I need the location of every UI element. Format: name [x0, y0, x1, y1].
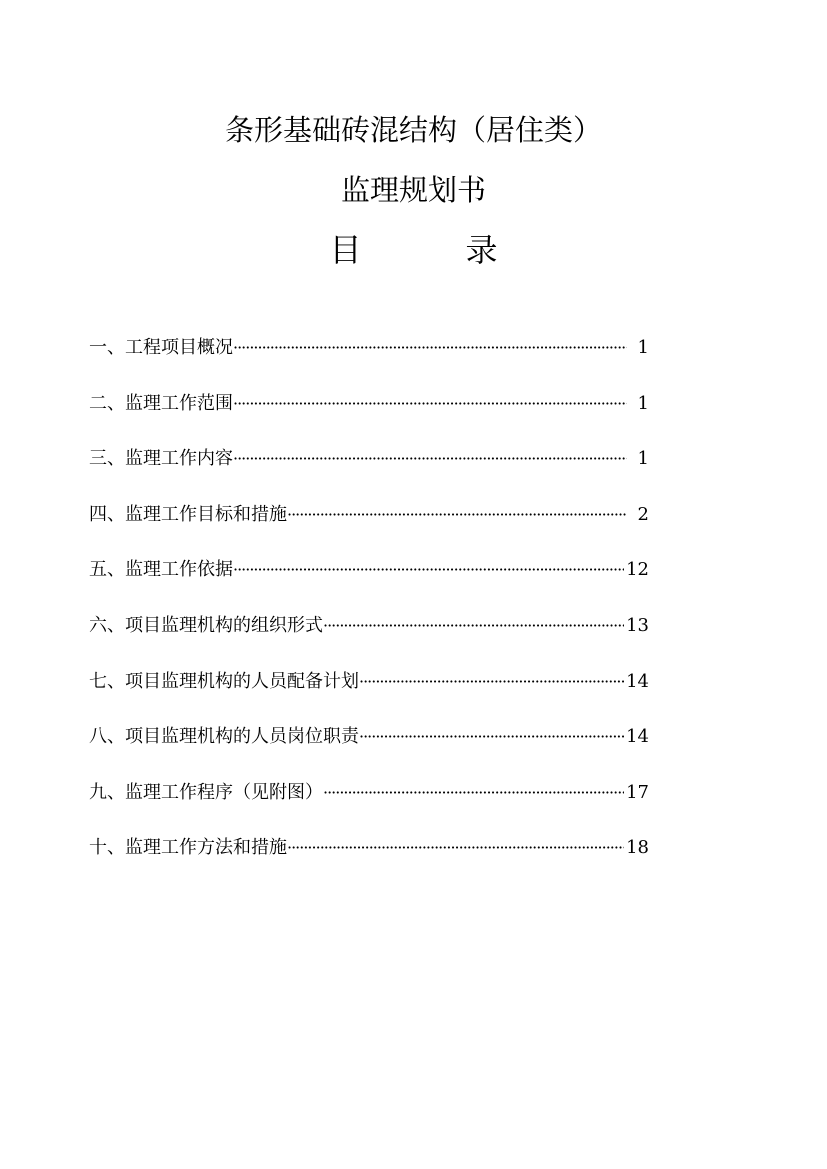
- toc-leader-dots: [287, 501, 627, 529]
- toc-entry-page: 12: [626, 559, 649, 581]
- toc-entry[interactable]: [89, 723, 649, 779]
- toc-leader-dots: [287, 834, 624, 862]
- toc-entry-label: 四、监理工作目标和措施: [89, 503, 287, 525]
- toc-entry-page: 14: [626, 726, 649, 748]
- toc-entry[interactable]: [89, 556, 649, 612]
- toc-entry-label: 二、监理工作范围: [89, 392, 233, 414]
- toc-entry[interactable]: [89, 668, 649, 724]
- toc-entry-label: 八、项目监理机构的人员岗位职责: [89, 726, 359, 748]
- toc-entry[interactable]: [89, 501, 649, 557]
- toc-entry[interactable]: [89, 445, 649, 501]
- toc-entry[interactable]: [89, 390, 649, 446]
- toc-heading-right: 录: [465, 231, 498, 269]
- toc-entry-label: 七、项目监理机构的人员配备计划: [89, 670, 359, 692]
- toc-entry-label: 三、监理工作内容: [89, 448, 233, 470]
- toc-entry-label: 五、监理工作依据: [89, 559, 233, 581]
- toc-leader-dots: [233, 334, 627, 362]
- toc-entry-page: 14: [626, 670, 649, 692]
- toc-entry[interactable]: [89, 612, 649, 668]
- toc-entry-page: 1: [637, 337, 649, 358]
- table-of-contents: [89, 334, 649, 890]
- document-title: 条形基础砖混结构（居住类）: [224, 113, 602, 147]
- toc-leader-dots: [359, 723, 624, 751]
- toc-heading: [0, 230, 827, 270]
- toc-entry-page: 17: [626, 781, 649, 803]
- toc-leader-dots: [233, 556, 624, 584]
- toc-leader-dots: [233, 445, 627, 473]
- toc-entry-label: 十、监理工作方法和措施: [89, 837, 287, 859]
- toc-entry-page: 2: [637, 503, 649, 525]
- toc-leader-dots: [323, 612, 624, 640]
- toc-entry[interactable]: [89, 834, 649, 890]
- toc-entry-label: 九、监理工作程序（见附图）: [89, 781, 323, 803]
- toc-entry[interactable]: [89, 779, 649, 835]
- toc-entry[interactable]: [89, 334, 649, 390]
- document-subtitle: 监理规划书: [340, 173, 486, 207]
- toc-entry-label: 六、项目监理机构的组织形式: [89, 614, 323, 636]
- toc-leader-dots: [359, 668, 624, 696]
- toc-heading-left: 目: [329, 231, 362, 269]
- toc-entry-page: 18: [626, 837, 649, 859]
- toc-entry-page: 1: [637, 448, 649, 470]
- toc-entry-page: 13: [626, 614, 649, 636]
- toc-leader-dots: [233, 390, 627, 418]
- toc-entry-label: 一、工程项目概况: [89, 337, 233, 358]
- toc-leader-dots: [323, 779, 624, 807]
- toc-entry-page: 1: [637, 392, 649, 414]
